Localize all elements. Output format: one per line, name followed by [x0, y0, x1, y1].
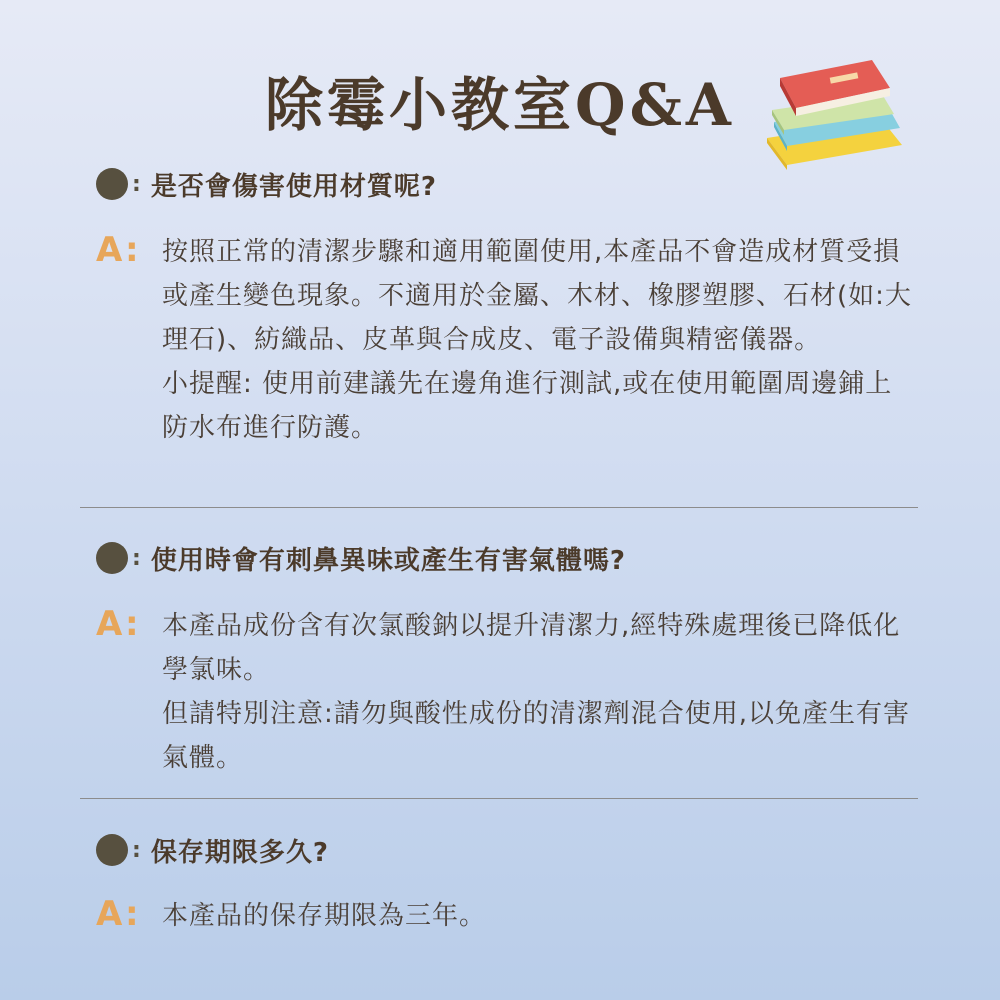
answer-paragraph: 本產品成份含有次氯酸鈉以提升清潔力,經特殊處理後已降低化學氯味。 [162, 611, 901, 685]
answer-text [162, 230, 916, 450]
answer-paragraph: 小提醒: 使用前建議先在邊角進行測試,或在使用範圍周邊鋪上防水布進行防護。 [162, 369, 893, 443]
answer-row [96, 894, 916, 938]
answer-text [162, 894, 486, 938]
q-badge-icon [96, 168, 128, 200]
answer-paragraph: 本產品的保存期限為三年。 [162, 901, 487, 931]
question-row [96, 164, 916, 204]
question-row [96, 830, 916, 870]
answer-text [162, 604, 916, 780]
answer-label: A: [96, 894, 141, 934]
qa-item-3 [96, 830, 916, 938]
q-colon: : [132, 837, 141, 863]
q-colon: : [132, 171, 141, 197]
qa-item-1 [96, 164, 916, 450]
q-badge-icon [96, 542, 128, 574]
answer-paragraph: 但請特別注意:請勿與酸性成份的清潔劑混合使用,以免產生有害氣體。 [162, 699, 911, 773]
answer-label: A: [96, 230, 141, 270]
qa-item-2 [96, 538, 916, 780]
question-text: 是否會傷害使用材質呢? [150, 171, 437, 202]
section-divider [80, 798, 918, 799]
answer-row [96, 604, 916, 780]
q-badge-icon [96, 834, 128, 866]
stack-of-books-icon [762, 50, 912, 175]
question-text: 使用時會有刺鼻異味或產生有害氣體嗎? [150, 545, 626, 576]
section-divider [80, 507, 918, 508]
q-colon: : [132, 545, 141, 571]
answer-label: A: [96, 604, 141, 644]
page-title: 除霉小教室Q&A [265, 71, 735, 139]
answer-paragraph: 按照正常的清潔步驟和適用範圍使用,本產品不會造成材質受損或產生變色現象。不適用於金屬、木材、橡膠塑膠、石材(如:大理石)、紡織品、皮革與合成皮、電子設備與精密儀器。 [162, 237, 912, 355]
question-row [96, 538, 916, 578]
question-text: 保存期限多久? [150, 837, 329, 868]
answer-row [96, 230, 916, 450]
